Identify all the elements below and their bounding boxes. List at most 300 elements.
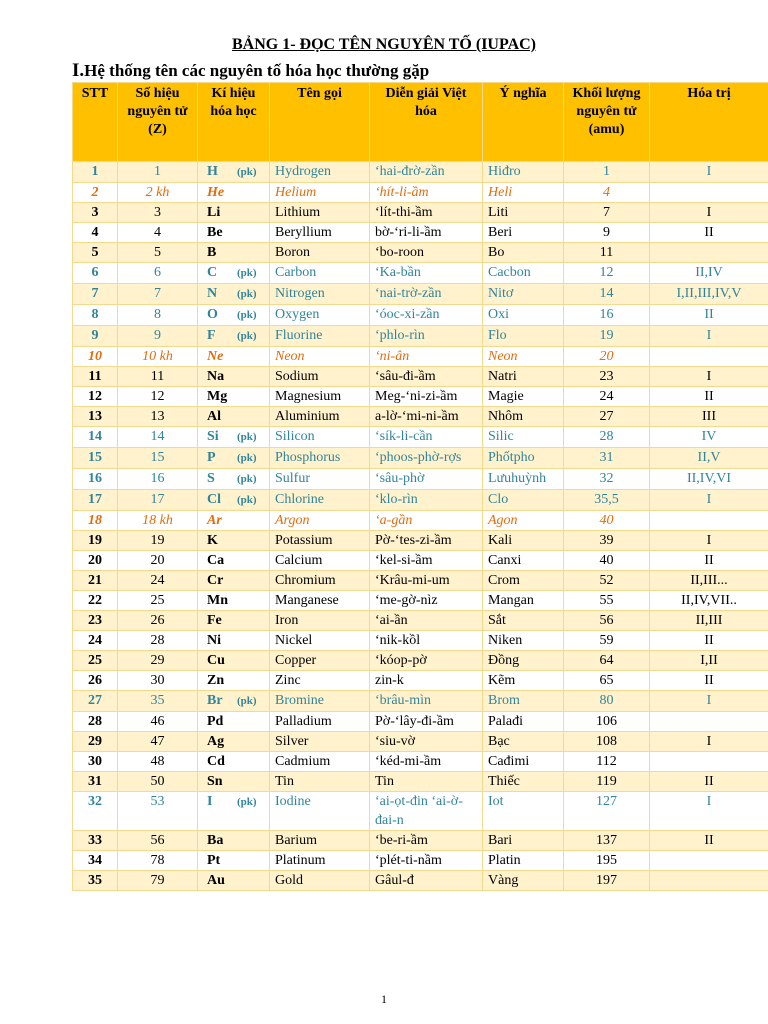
- cell-meaning: Hiđro: [483, 162, 564, 183]
- cell-valence: I: [650, 326, 768, 347]
- nonmetal-tag: (pk): [237, 309, 257, 321]
- table-row: [73, 367, 768, 387]
- cell-atomic-number: 18 kh: [118, 511, 198, 531]
- cell-name: Helium: [270, 183, 370, 203]
- cell-pronunciation: ‘kóop-pờ: [370, 651, 483, 671]
- element-symbol: Ag: [207, 734, 225, 749]
- cell-stt: 2: [73, 183, 118, 203]
- table-row: [73, 611, 768, 631]
- cell-atomic-mass: 80: [564, 691, 650, 712]
- element-symbol: Fe: [207, 613, 222, 628]
- cell-valence: II: [650, 631, 768, 651]
- table-row: [73, 651, 768, 671]
- table-row: [73, 305, 768, 326]
- cell-pronunciation: ‘bo-roon: [370, 243, 483, 263]
- cell-atomic-mass: 65: [564, 671, 650, 691]
- cell-valence: [650, 183, 768, 203]
- cell-atomic-number: 48: [118, 752, 198, 772]
- cell-pronunciation: ‘sík-li-cần: [370, 427, 483, 448]
- cell-atomic-mass: 7: [564, 203, 650, 223]
- cell-symbol: [198, 571, 270, 591]
- header-meaning: Ý nghĩa: [483, 83, 564, 162]
- cell-pronunciation: ‘Ka-bần: [370, 263, 483, 284]
- cell-symbol: [198, 631, 270, 651]
- cell-name: Fluorine: [270, 326, 370, 347]
- cell-valence: I: [650, 691, 768, 712]
- table-row: [73, 427, 768, 448]
- table-row: [73, 223, 768, 243]
- table-row: [73, 243, 768, 263]
- cell-valence: I: [650, 367, 768, 387]
- cell-stt: 5: [73, 243, 118, 263]
- cell-atomic-mass: 32: [564, 469, 650, 490]
- cell-atomic-mass: 119: [564, 772, 650, 792]
- cell-symbol: [198, 347, 270, 367]
- cell-valence: III: [650, 407, 768, 427]
- cell-name: Chromium: [270, 571, 370, 591]
- nonmetal-tag: (pk): [237, 494, 257, 506]
- nonmetal-tag: (pk): [237, 431, 257, 443]
- cell-atomic-mass: 59: [564, 631, 650, 651]
- cell-valence: I: [650, 792, 768, 831]
- header-pronunciation: Diễn giải Việt hóa: [370, 83, 483, 162]
- element-symbol: Pt: [207, 853, 221, 868]
- cell-pronunciation: ‘be-ri-ầm: [370, 831, 483, 851]
- cell-atomic-number: 11: [118, 367, 198, 387]
- cell-meaning: Neon: [483, 347, 564, 367]
- cell-atomic-number: 28: [118, 631, 198, 651]
- cell-name: Barium: [270, 831, 370, 851]
- cell-pronunciation: ‘ai-ần: [370, 611, 483, 631]
- cell-pronunciation: zin-k: [370, 671, 483, 691]
- cell-atomic-mass: 197: [564, 871, 650, 891]
- cell-meaning: Mangan: [483, 591, 564, 611]
- cell-valence: [650, 511, 768, 531]
- cell-atomic-mass: 12: [564, 263, 650, 284]
- cell-atomic-number: 24: [118, 571, 198, 591]
- element-symbol: Ni: [207, 633, 221, 648]
- cell-atomic-number: 19: [118, 531, 198, 551]
- cell-stt: 9: [73, 326, 118, 347]
- cell-atomic-number: 1: [118, 162, 198, 183]
- cell-atomic-mass: 52: [564, 571, 650, 591]
- cell-atomic-number: 10 kh: [118, 347, 198, 367]
- cell-atomic-number: 15: [118, 448, 198, 469]
- element-symbol: F: [207, 328, 216, 343]
- cell-valence: II,III: [650, 611, 768, 631]
- cell-atomic-mass: 28: [564, 427, 650, 448]
- element-symbol: N: [207, 286, 218, 301]
- cell-pronunciation: Gâul-đ: [370, 871, 483, 891]
- cell-valence: II: [650, 671, 768, 691]
- cell-atomic-mass: 55: [564, 591, 650, 611]
- cell-symbol: [198, 752, 270, 772]
- cell-pronunciation: ‘me-gờ-nìz: [370, 591, 483, 611]
- table-row: [73, 712, 768, 732]
- cell-stt: 31: [73, 772, 118, 792]
- table-row: [73, 732, 768, 752]
- cell-meaning: Sắt: [483, 611, 564, 631]
- table-row: [73, 792, 768, 831]
- cell-atomic-mass: 112: [564, 752, 650, 772]
- cell-symbol: [198, 407, 270, 427]
- cell-atomic-number: 6: [118, 263, 198, 284]
- table-row: [73, 591, 768, 611]
- cell-name: Palladium: [270, 712, 370, 732]
- cell-stt: 19: [73, 531, 118, 551]
- cell-stt: 25: [73, 651, 118, 671]
- cell-valence: I,II: [650, 651, 768, 671]
- cell-symbol: [198, 871, 270, 891]
- cell-atomic-mass: 20: [564, 347, 650, 367]
- cell-stt: 33: [73, 831, 118, 851]
- table-row: [73, 571, 768, 591]
- cell-atomic-number: 12: [118, 387, 198, 407]
- cell-name: Potassium: [270, 531, 370, 551]
- cell-atomic-number: 29: [118, 651, 198, 671]
- cell-pronunciation: Tin: [370, 772, 483, 792]
- cell-symbol: [198, 263, 270, 284]
- cell-valence: [650, 712, 768, 732]
- elements-table: [72, 82, 768, 891]
- cell-atomic-number: 13: [118, 407, 198, 427]
- element-symbol: Ba: [207, 833, 224, 848]
- header-atomic-number: Số hiệu nguyên tử (Z): [118, 83, 198, 162]
- cell-valence: I: [650, 203, 768, 223]
- element-symbol: Zn: [207, 673, 225, 688]
- cell-meaning: Nhôm: [483, 407, 564, 427]
- cell-stt: 35: [73, 871, 118, 891]
- cell-pronunciation: ‘nik-kồl: [370, 631, 483, 651]
- cell-name: Hydrogen: [270, 162, 370, 183]
- cell-stt: 11: [73, 367, 118, 387]
- cell-meaning: Beri: [483, 223, 564, 243]
- cell-name: Iodine: [270, 792, 370, 831]
- cell-atomic-number: 9: [118, 326, 198, 347]
- cell-stt: 20: [73, 551, 118, 571]
- element-symbol: I: [207, 794, 213, 809]
- table-row: [73, 326, 768, 347]
- table-row: [73, 469, 768, 490]
- nonmetal-tag: (pk): [237, 267, 257, 279]
- cell-atomic-number: 8: [118, 305, 198, 326]
- cell-stt: 23: [73, 611, 118, 631]
- element-symbol: O: [207, 307, 218, 322]
- cell-symbol: [198, 326, 270, 347]
- element-symbol: Ar: [207, 513, 222, 528]
- cell-pronunciation: ‘phlo-rìn: [370, 326, 483, 347]
- cell-pronunciation: ‘brâu-mìn: [370, 691, 483, 712]
- cell-atomic-mass: 40: [564, 511, 650, 531]
- nonmetal-tag: (pk): [237, 330, 257, 342]
- cell-stt: 34: [73, 851, 118, 871]
- table-row: [73, 531, 768, 551]
- cell-meaning: Iot: [483, 792, 564, 831]
- cell-meaning: Canxi: [483, 551, 564, 571]
- table-row: [73, 691, 768, 712]
- cell-valence: II,IV: [650, 263, 768, 284]
- cell-symbol: [198, 611, 270, 631]
- cell-meaning: Oxi: [483, 305, 564, 326]
- cell-atomic-mass: 19: [564, 326, 650, 347]
- cell-atomic-number: 26: [118, 611, 198, 631]
- element-symbol: Si: [207, 429, 219, 444]
- cell-name: Tin: [270, 772, 370, 792]
- cell-name: Gold: [270, 871, 370, 891]
- cell-name: Manganese: [270, 591, 370, 611]
- cell-meaning: Agon: [483, 511, 564, 531]
- cell-pronunciation: ‘kel-si-ầm: [370, 551, 483, 571]
- table-row: [73, 551, 768, 571]
- cell-atomic-mass: 16: [564, 305, 650, 326]
- cell-symbol: [198, 732, 270, 752]
- cell-valence: II,IV,VI: [650, 469, 768, 490]
- section-text: Hệ thống tên các nguyên tố hóa học thường gặp: [84, 61, 430, 80]
- cell-valence: II: [650, 772, 768, 792]
- cell-atomic-mass: 14: [564, 284, 650, 305]
- table-row: [73, 631, 768, 651]
- element-symbol: Be: [207, 225, 223, 240]
- element-symbol: Mn: [207, 593, 228, 608]
- cell-symbol: [198, 831, 270, 851]
- table-body: [73, 162, 768, 891]
- cell-meaning: Bari: [483, 831, 564, 851]
- cell-symbol: [198, 203, 270, 223]
- element-symbol: Al: [207, 409, 221, 424]
- cell-symbol: [198, 367, 270, 387]
- cell-pronunciation: Meg-‘ni-zi-ầm: [370, 387, 483, 407]
- cell-pronunciation: ‘hít-li-ầm: [370, 183, 483, 203]
- cell-meaning: Heli: [483, 183, 564, 203]
- cell-meaning: Brom: [483, 691, 564, 712]
- cell-stt: 6: [73, 263, 118, 284]
- cell-meaning: Lưuhuỳnh: [483, 469, 564, 490]
- cell-valence: II: [650, 551, 768, 571]
- element-symbol: Br: [207, 693, 223, 708]
- cell-valence: I: [650, 732, 768, 752]
- cell-symbol: [198, 531, 270, 551]
- cell-meaning: Bạc: [483, 732, 564, 752]
- nonmetal-tag: (pk): [237, 695, 257, 707]
- cell-pronunciation: ‘Krâu-mi-um: [370, 571, 483, 591]
- cell-pronunciation: ‘ai-ọt-đin ‘ai-ờ-đai-n: [370, 792, 483, 831]
- cell-atomic-mass: 64: [564, 651, 650, 671]
- cell-atomic-mass: 1: [564, 162, 650, 183]
- cell-name: Zinc: [270, 671, 370, 691]
- cell-stt: 24: [73, 631, 118, 651]
- cell-name: Oxygen: [270, 305, 370, 326]
- cell-stt: 21: [73, 571, 118, 591]
- table-row: [73, 772, 768, 792]
- cell-atomic-mass: 40: [564, 551, 650, 571]
- cell-meaning: Bo: [483, 243, 564, 263]
- element-symbol: Cl: [207, 492, 221, 507]
- table-row: [73, 671, 768, 691]
- cell-atomic-mass: 11: [564, 243, 650, 263]
- cell-name: Iron: [270, 611, 370, 631]
- cell-name: Silicon: [270, 427, 370, 448]
- cell-meaning: Natri: [483, 367, 564, 387]
- cell-symbol: [198, 162, 270, 183]
- header-name: Tên gọi: [270, 83, 370, 162]
- cell-name: Sodium: [270, 367, 370, 387]
- cell-symbol: [198, 551, 270, 571]
- element-symbol: Pd: [207, 714, 224, 729]
- cell-pronunciation: ‘lít-thi-ầm: [370, 203, 483, 223]
- cell-name: Aluminium: [270, 407, 370, 427]
- cell-symbol: [198, 448, 270, 469]
- cell-stt: 30: [73, 752, 118, 772]
- cell-symbol: [198, 490, 270, 511]
- cell-pronunciation: ‘sâu-đi-ầm: [370, 367, 483, 387]
- header-symbol: Kí hiệu hóa học: [198, 83, 270, 162]
- cell-meaning: Liti: [483, 203, 564, 223]
- table-row: [73, 511, 768, 531]
- cell-pronunciation: ‘sâu-phờ: [370, 469, 483, 490]
- cell-meaning: Nitơ: [483, 284, 564, 305]
- cell-atomic-mass: 137: [564, 831, 650, 851]
- element-symbol: Ne: [207, 349, 224, 364]
- cell-stt: 16: [73, 469, 118, 490]
- cell-meaning: Phốtpho: [483, 448, 564, 469]
- nonmetal-tag: (pk): [237, 288, 257, 300]
- element-symbol: P: [207, 450, 216, 465]
- cell-symbol: [198, 851, 270, 871]
- element-symbol: H: [207, 164, 218, 179]
- cell-valence: II: [650, 831, 768, 851]
- cell-valence: [650, 752, 768, 772]
- table-row: [73, 871, 768, 891]
- cell-meaning: Cađimi: [483, 752, 564, 772]
- cell-name: Sulfur: [270, 469, 370, 490]
- element-symbol: Cu: [207, 653, 225, 668]
- cell-symbol: [198, 284, 270, 305]
- cell-valence: [650, 347, 768, 367]
- cell-name: Chlorine: [270, 490, 370, 511]
- cell-symbol: [198, 691, 270, 712]
- cell-symbol: [198, 671, 270, 691]
- table-row: [73, 448, 768, 469]
- cell-atomic-number: 4: [118, 223, 198, 243]
- cell-name: Nitrogen: [270, 284, 370, 305]
- cell-name: Silver: [270, 732, 370, 752]
- cell-name: Argon: [270, 511, 370, 531]
- cell-stt: 4: [73, 223, 118, 243]
- cell-symbol: [198, 183, 270, 203]
- cell-stt: 22: [73, 591, 118, 611]
- cell-pronunciation: ‘ni-ân: [370, 347, 483, 367]
- cell-valence: [650, 871, 768, 891]
- element-symbol: Cr: [207, 573, 224, 588]
- cell-pronunciation: Pờ-‘tes-zi-ầm: [370, 531, 483, 551]
- cell-stt: 28: [73, 712, 118, 732]
- cell-atomic-number: 17: [118, 490, 198, 511]
- cell-symbol: [198, 223, 270, 243]
- cell-atomic-mass: 108: [564, 732, 650, 752]
- cell-atomic-mass: 56: [564, 611, 650, 631]
- cell-stt: 3: [73, 203, 118, 223]
- cell-symbol: [198, 772, 270, 792]
- cell-name: Calcium: [270, 551, 370, 571]
- cell-atomic-number: 79: [118, 871, 198, 891]
- cell-stt: 13: [73, 407, 118, 427]
- cell-atomic-number: 2 kh: [118, 183, 198, 203]
- cell-meaning: Magie: [483, 387, 564, 407]
- table-row: [73, 831, 768, 851]
- cell-atomic-number: 20: [118, 551, 198, 571]
- cell-valence: II,IV,VII..: [650, 591, 768, 611]
- cell-valence: II: [650, 223, 768, 243]
- cell-pronunciation: ‘nai-trờ-zần: [370, 284, 483, 305]
- cell-meaning: Silic: [483, 427, 564, 448]
- cell-atomic-mass: 39: [564, 531, 650, 551]
- cell-name: Phosphorus: [270, 448, 370, 469]
- cell-name: Lithium: [270, 203, 370, 223]
- cell-stt: 8: [73, 305, 118, 326]
- cell-atomic-mass: 31: [564, 448, 650, 469]
- cell-atomic-number: 47: [118, 732, 198, 752]
- element-symbol: Na: [207, 369, 225, 384]
- cell-symbol: [198, 792, 270, 831]
- cell-valence: I: [650, 162, 768, 183]
- cell-meaning: Clo: [483, 490, 564, 511]
- cell-valence: IV: [650, 427, 768, 448]
- cell-symbol: [198, 511, 270, 531]
- cell-meaning: Crom: [483, 571, 564, 591]
- cell-meaning: Niken: [483, 631, 564, 651]
- cell-name: Carbon: [270, 263, 370, 284]
- cell-pronunciation: ‘plét-ti-nầm: [370, 851, 483, 871]
- cell-name: Copper: [270, 651, 370, 671]
- section-number: I.: [72, 60, 85, 81]
- cell-stt: 27: [73, 691, 118, 712]
- cell-name: Magnesium: [270, 387, 370, 407]
- cell-stt: 17: [73, 490, 118, 511]
- cell-name: Boron: [270, 243, 370, 263]
- cell-valence: II,V: [650, 448, 768, 469]
- element-symbol: B: [207, 245, 217, 260]
- cell-atomic-number: 14: [118, 427, 198, 448]
- table-row: [73, 347, 768, 367]
- cell-pronunciation: a-lờ-‘mi-ni-ầm: [370, 407, 483, 427]
- cell-valence: I: [650, 531, 768, 551]
- cell-atomic-mass: 23: [564, 367, 650, 387]
- cell-meaning: Palađi: [483, 712, 564, 732]
- cell-stt: 7: [73, 284, 118, 305]
- cell-symbol: [198, 427, 270, 448]
- element-symbol: Mg: [207, 389, 228, 404]
- cell-valence: I,II,III,IV,V: [650, 284, 768, 305]
- cell-symbol: [198, 712, 270, 732]
- cell-atomic-number: 16: [118, 469, 198, 490]
- table-row: [73, 490, 768, 511]
- section-heading: [72, 60, 429, 82]
- table-row: [73, 387, 768, 407]
- cell-name: Bromine: [270, 691, 370, 712]
- cell-meaning: Thiếc: [483, 772, 564, 792]
- cell-stt: 10: [73, 347, 118, 367]
- cell-symbol: [198, 469, 270, 490]
- header-valence: Hóa trị: [650, 83, 768, 162]
- cell-meaning: Cacbon: [483, 263, 564, 284]
- cell-meaning: Kẽm: [483, 671, 564, 691]
- cell-valence: [650, 243, 768, 263]
- cell-name: Platinum: [270, 851, 370, 871]
- nonmetal-tag: (pk): [237, 166, 257, 178]
- cell-atomic-number: 46: [118, 712, 198, 732]
- cell-atomic-mass: 27: [564, 407, 650, 427]
- cell-name: Nickel: [270, 631, 370, 651]
